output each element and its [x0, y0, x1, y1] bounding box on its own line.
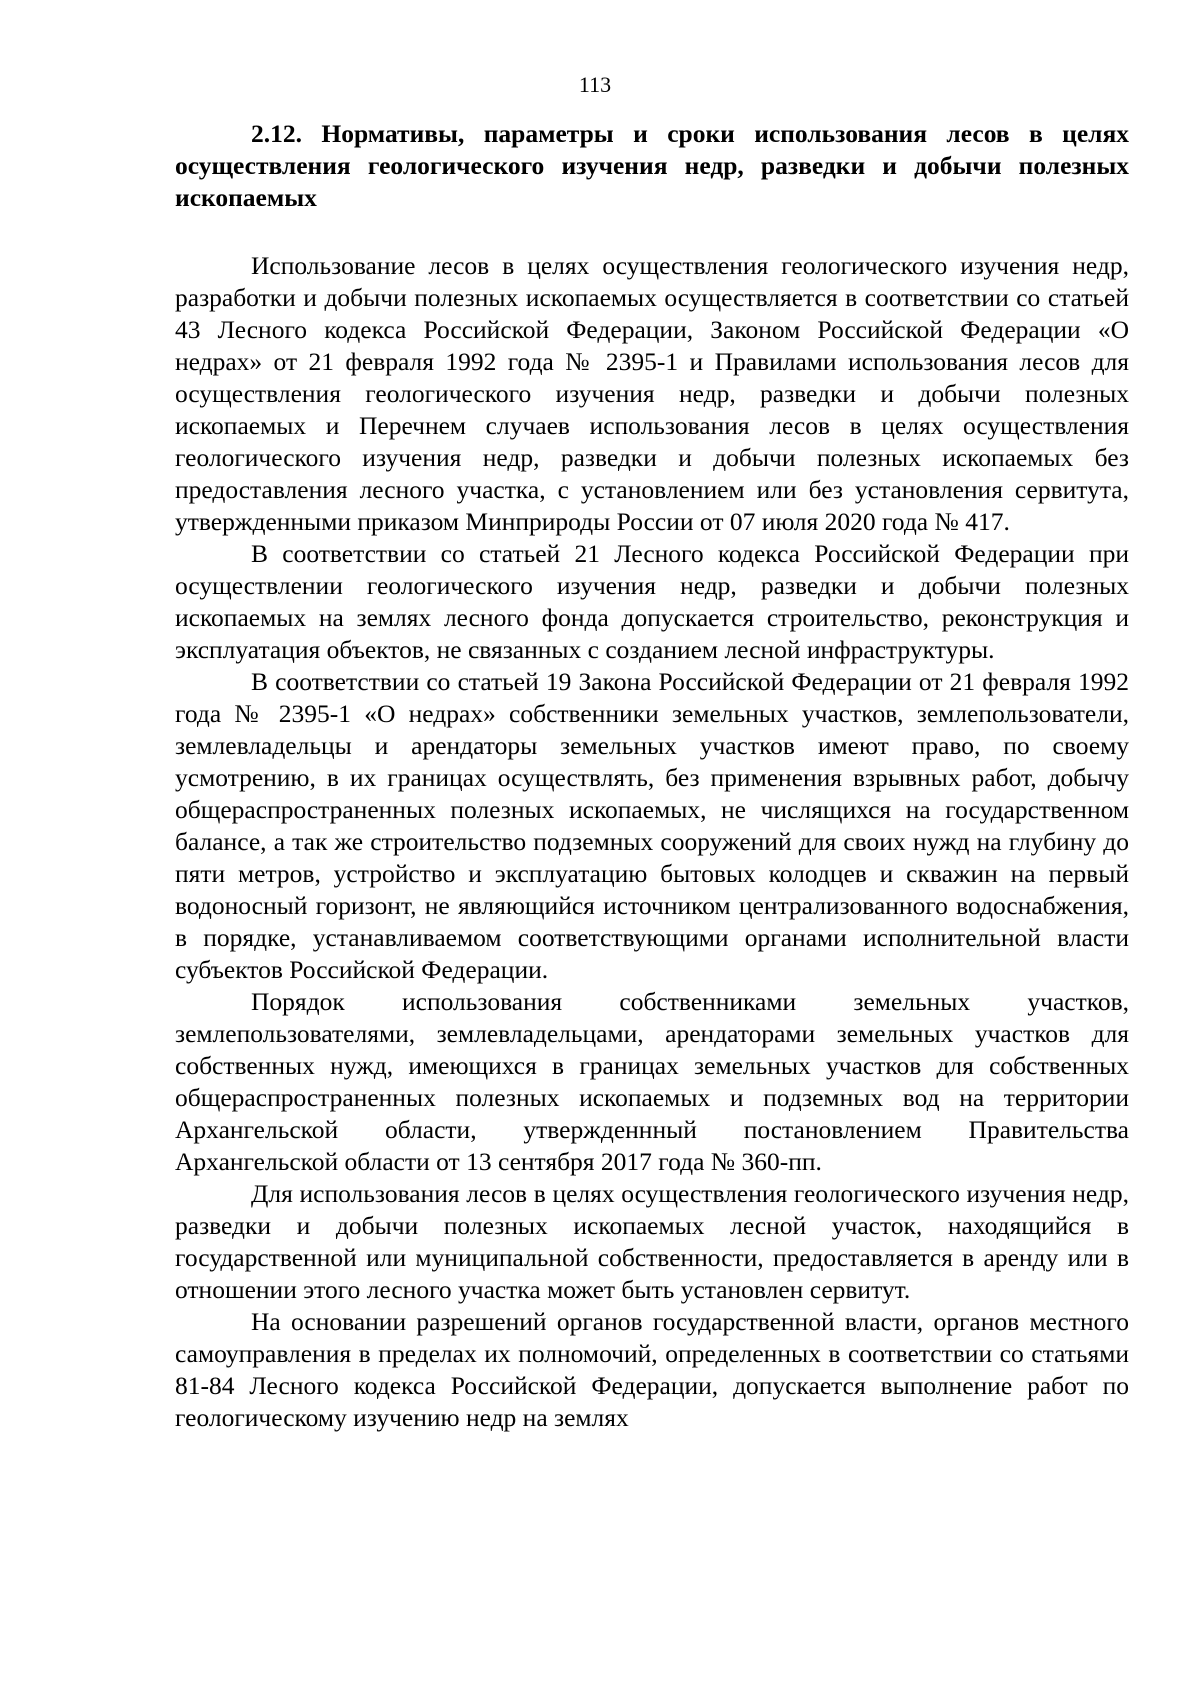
paragraph: На основании разрешений органов государственной власти, органов местного самоуправления в пределах их полномочий, определенных в соответствии со статьями 81-84 Лесного кодекса Российской Федерации, допускается выполнение работ по геологическому изучению недр на землях [175, 1307, 1129, 1432]
paragraph: В соответствии со статьей 19 Закона Российской Федерации от 21 февраля 1992 года № 2395-1 «О недрах» собственники земельных участков, землепользователи, землевладельцы и арендаторы земельных участков имеют право, по своему усмотрению, в их границах осуществлять, без применения взрывных работ, добычу общераспространенных полезных ископаемых, не числящихся на государственном балансе, а так же строительство подземных сооружений для своих нужд на глубину до пяти метров, устройство и эксплуатацию бытовых колодцев и скважин на первый водоносный горизонт, не являющийся источником централизованного водоснабжения, в порядке, устанавливаемом соответствующими органами исполнительной власти субъектов Российской Федерации. [175, 667, 1129, 984]
body-text [175, 250, 1129, 1434]
paragraph: В соответствии со статьей 21 Лесного кодекса Российской Федерации при осуществлении геологического изучения недр, разведки и добычи полезных ископаемых на землях лесного фонда допускается строительство, реконструкция и эксплуатация объектов, не связанных с созданием лесной инфраструктуры. [175, 539, 1129, 664]
paragraph: Для использования лесов в целях осуществления геологического изучения недр, разведки и добычи полезных ископаемых лесной участок, находящийся в государственной или муниципальной собственности, предоставляется в аренду или в отношении этого лесного участка может быть установлен сервитут. [175, 1179, 1129, 1304]
page-number: 113 [578, 72, 612, 97]
section-heading: 2.12. Нормативы, параметры и сроки использования лесов в целях осуществления геологического изучения недр, разведки и добычи полезных ископаемых [175, 119, 1129, 212]
paragraph: Использование лесов в целях осуществления геологического изучения недр, разработки и добычи полезных ископаемых осуществляется в соответствии со статьей 43 Лесного кодекса Российской Федерации, Законом Российской Федерации «О недрах» от 21 февраля 1992 года № 2395-1 и Правилами использования лесов для осуществления геологического изучения недр, разведки и добычи полезных ископаемых и Перечнем случаев использования лесов в целях осуществления геологического изучения недр, разведки и добычи полезных ископаемых без предоставления лесного участка, с установлением или без установления сервитута, утвержденными приказом Минприроды России от 07 июля 2020 года № 417. [175, 251, 1129, 536]
paragraph: Порядок использования собственниками земельных участков, землепользователями, землевладельцами, арендаторами земельных участков для собственных нужд, имеющихся в границах земельных участков для собственных общераспространенных полезных ископаемых и подземных вод на территории Архангельской области, утвержденнный постановлением Правительства Архангельской области от 13 сентября 2017 года № 360-пп. [175, 987, 1129, 1176]
